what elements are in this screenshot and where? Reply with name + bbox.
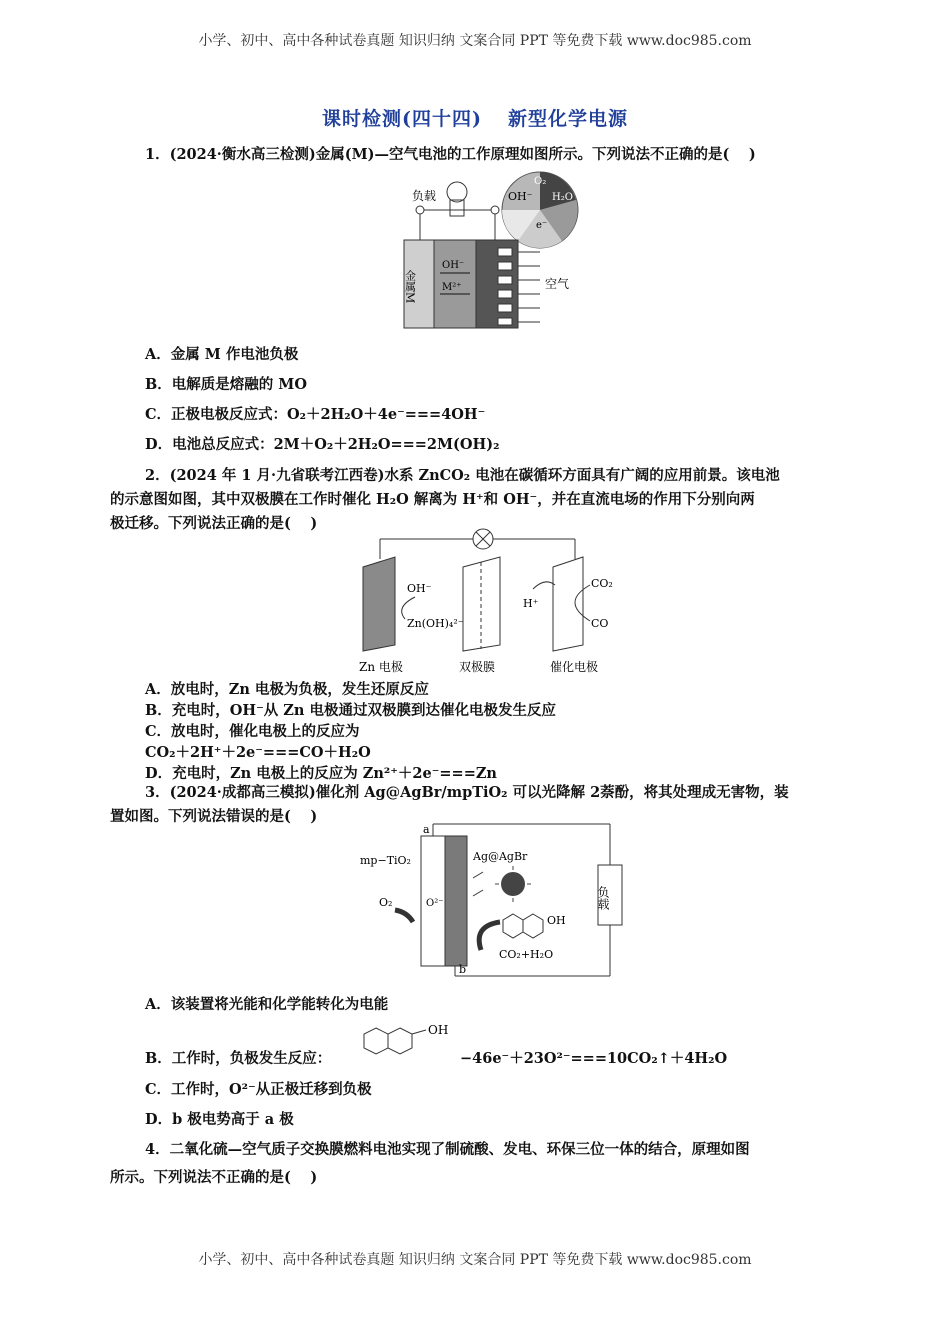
q3-a: a xyxy=(423,823,430,836)
pie-oh: OH⁻ xyxy=(508,190,533,203)
q1-option-c: C．正极电极反应式：O₂＋2H₂O＋4e⁻===4OH⁻ xyxy=(145,406,486,423)
q3-tio2: mp−TiO₂ xyxy=(360,854,411,867)
q3-b: b xyxy=(459,963,467,976)
q4-line-2: 所示。下列说法不正确的是( ) xyxy=(110,1169,318,1186)
q1-option-d: D．电池总反应式：2M＋O₂＋2H₂O===2M(OH)₂ xyxy=(145,436,500,453)
q2-co: CO xyxy=(591,617,609,630)
q2-line-1: 2．(2024 年 1 月·九省联考江西卷)水系 ZnCO₂ 电池在碳循环方面具有广阔的应用前景。该电池 xyxy=(145,467,780,484)
q2-zn-label: Zn 电极 xyxy=(359,660,403,674)
load-label: 负载 xyxy=(412,189,437,203)
q2-option-a: A．放电时，Zn 电极为负极，发生还原反应 xyxy=(145,681,429,698)
pie-chart xyxy=(502,172,578,248)
q3-option-b-prefix: B．工作时，负极发生反应： xyxy=(145,1050,332,1067)
q2-option-d: D．充电时，Zn 电极上的反应为 Zn²⁺＋2e⁻===Zn xyxy=(145,765,497,782)
q2-line-3: 极迁移。下列说法正确的是( ) xyxy=(110,515,318,532)
air-label: 空气 xyxy=(545,277,570,291)
metal-label: 金属M xyxy=(403,270,417,304)
q3-figure xyxy=(355,820,635,980)
q2-figure xyxy=(355,527,625,677)
q3-option-b xyxy=(145,1047,331,1068)
q2-oh: OH⁻ xyxy=(407,582,432,595)
pie-h2o: H₂O xyxy=(552,192,573,203)
q4-line-1: 4．二氧化硫—空气质子交换膜燃料电池实现了制硫酸、发电、环保三位一体的结合，原理如图 xyxy=(145,1141,750,1158)
naphthol-oh: OH xyxy=(428,1023,449,1037)
page-footer: 小学、初中、高中各种试卷真题 知识归纳 文案合同 PPT 等免费下载 www.doc985.com xyxy=(198,1252,752,1268)
q3-option-d: D．b 极电势高于 a 极 xyxy=(145,1111,294,1128)
pie-o2: O₂ xyxy=(534,176,547,187)
q1-option-a: A．金属 M 作电池负极 xyxy=(145,346,299,363)
q2-mem-label: 双极膜 xyxy=(459,660,496,674)
q3-load: 负载 xyxy=(596,886,610,910)
q3-product: CO₂+H₂O xyxy=(499,948,554,961)
q2-h: H⁺ xyxy=(523,597,539,610)
q1-figure xyxy=(400,170,590,335)
page-title xyxy=(0,104,950,131)
q3-option-a: A．该装置将光能和化学能转化为电能 xyxy=(145,996,389,1013)
pie-e: e⁻ xyxy=(536,220,548,231)
m-ion: M²⁺ xyxy=(442,282,462,293)
q2-option-b: B．充电时，OH⁻从 Zn 电极通过双极膜到达催化电极发生反应 xyxy=(145,702,556,719)
q2-option-c-equation: CO₂＋2H⁺＋2e⁻===CO＋H₂O xyxy=(145,744,371,761)
q3-oh: OH xyxy=(547,914,566,927)
q2-co2: CO₂ xyxy=(591,577,613,590)
q1-stem: 1．(2024·衡水高三检测)金属(M)—空气电池的工作原理如图所示。下列说法不正确的是( ) xyxy=(145,146,756,163)
q1-option-b: B．电解质是熔融的 MO xyxy=(145,376,307,393)
q3-line-1: 3．(2024·成都高三模拟)催化剂 Ag@AgBr/mpTiO₂ 可以光降解 2萘酚，将其处理成无害物，装 xyxy=(145,784,789,801)
title-main: 课时检测(四十四) xyxy=(322,108,482,130)
q3-option-b-equation: −46e⁻＋23O²⁻===10CO₂↑＋4H₂O xyxy=(460,1050,728,1067)
title-sub: 新型化学电源 xyxy=(507,108,628,130)
page-header: 小学、初中、高中各种试卷真题 知识归纳 文案合同 PPT 等免费下载 www.doc985.com xyxy=(198,33,752,49)
q2-line-2: 的示意图如图，其中双极膜在工作时催化 H₂O 解离为 H⁺和 OH⁻，并在直流电场的作用下分别向两 xyxy=(110,491,755,508)
oh-ion: OH⁻ xyxy=(442,260,465,271)
q2-zn-complex: Zn(OH)₄²⁻ xyxy=(407,617,464,630)
q3-option-c: C．工作时，O²⁻从正极迁移到负极 xyxy=(145,1081,372,1098)
q3-o2-ion: O²⁻ xyxy=(426,898,444,909)
q3-o2: O₂ xyxy=(379,896,393,909)
q3-ag: Ag@AgBr xyxy=(473,850,528,863)
q3-line-2: 置如图。下列说法错误的是( ) xyxy=(110,808,318,825)
naphthol-structure xyxy=(360,1022,460,1062)
q2-cat-label: 催化电极 xyxy=(550,660,599,674)
q2-option-c: C．放电时，催化电极上的反应为 xyxy=(145,723,360,740)
